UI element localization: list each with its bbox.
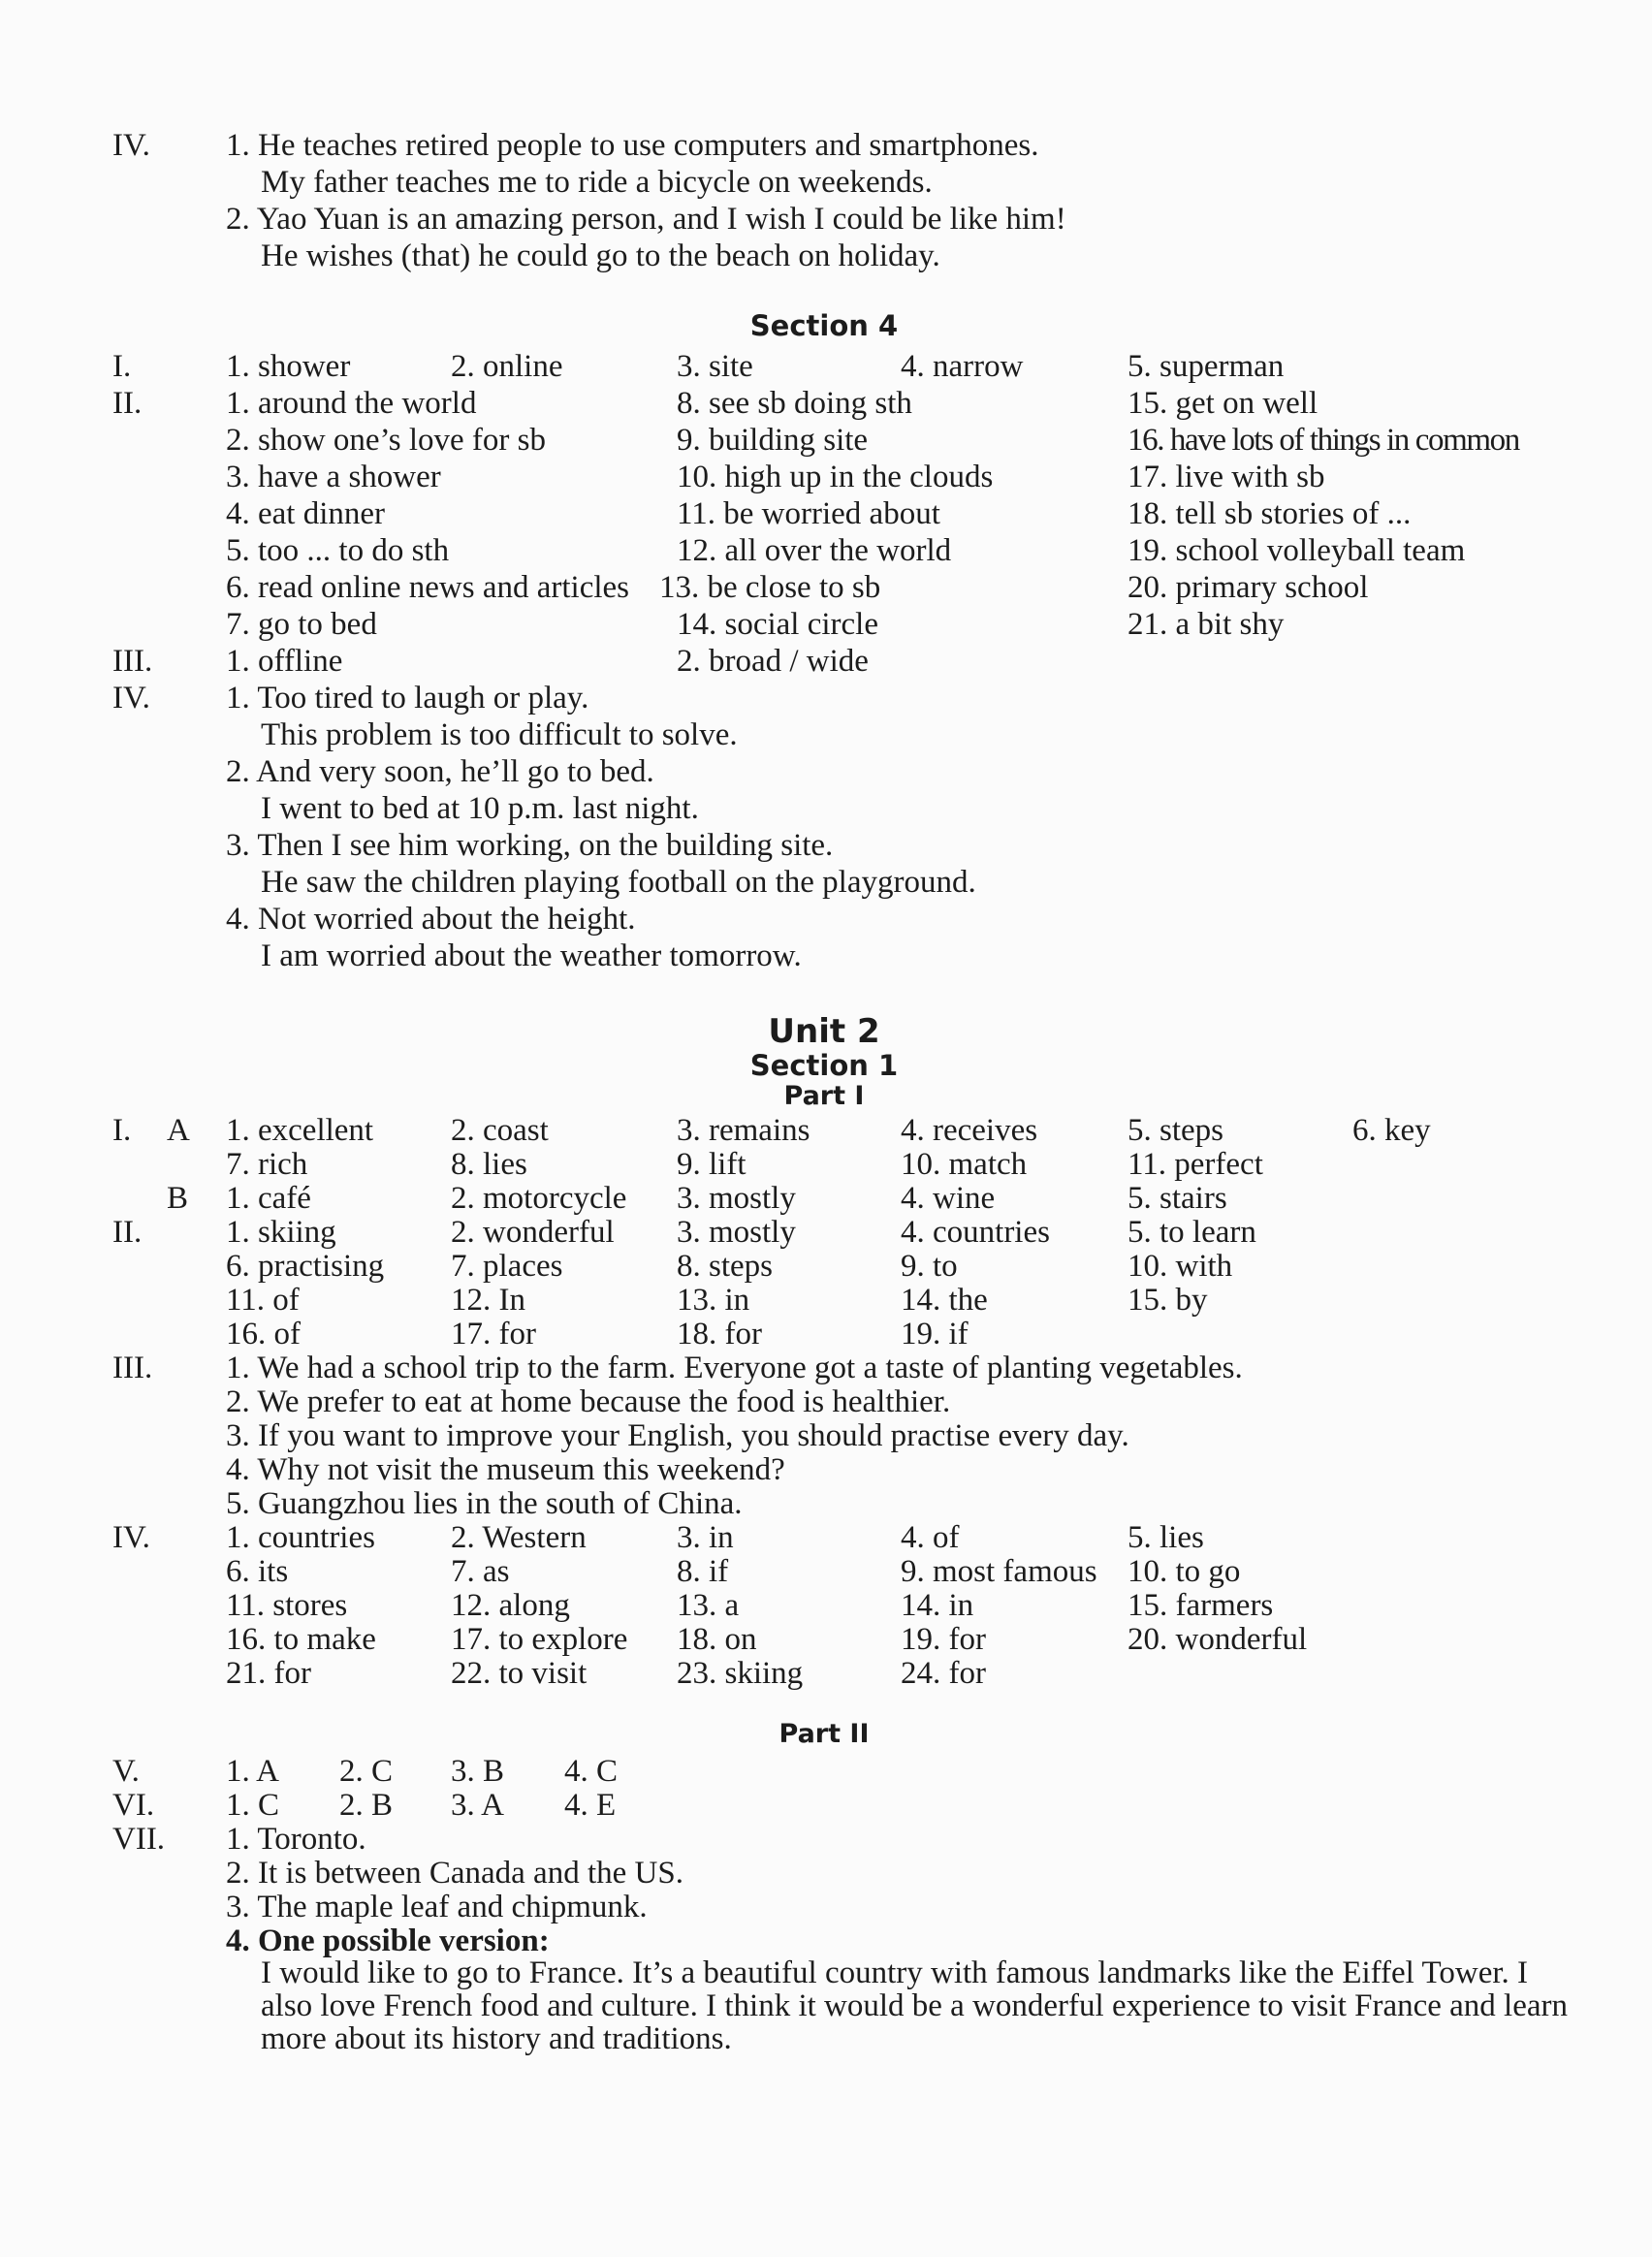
u2-iii-roman: III. [112,1351,153,1385]
u2-ii-answer: 14. the [901,1283,988,1318]
s4-ii-phrase: 17. live with sb [1128,460,1325,494]
u2-ii-answer: 17. for [451,1317,536,1351]
u2-i-answer: 5. steps [1128,1113,1223,1148]
u2-v-answer: 3. B [451,1754,505,1789]
s4-ii-phrase: 5. too ... to do sth [226,533,450,568]
u2-ii-answer: 9. to [901,1249,958,1284]
s4-ii-phrase: 11. be worried about [677,496,940,531]
s4-ii-phrase: 14. social circle [677,607,878,642]
u2-vii-item: 1. Toronto. [226,1822,366,1857]
u2-vi-answer: 2. B [339,1788,394,1823]
u2-iv-answer: 6. its [226,1554,289,1589]
u2-iv-answer: 5. lies [1128,1520,1204,1555]
s4-iv-item: 2. And very soon, he’ll go to bed. [226,754,654,789]
section-title: Section 1 [749,1049,899,1082]
u2-i-answer: 7. rich [226,1147,308,1182]
u2-iv-answer: 20. wonderful [1128,1622,1308,1657]
u2-vii-item: 3. The maple leaf and chipmunk. [226,1890,648,1924]
s4-i-roman: I. [112,349,132,384]
s4-iii-answer: 2. broad / wide [677,644,869,679]
s4-ii-phrase: 21. a bit shy [1128,607,1285,642]
u2-i-roman: I. [112,1113,132,1148]
s4-ii-phrase: 3. have a shower [226,460,441,494]
u2-iv-answer: 16. to make [226,1622,376,1657]
s3-iv-item: 1. He teaches retired people to use computers and smartphones. [226,128,1039,163]
u2-iv-answer: 12. along [451,1588,570,1623]
u2-iv-answer: 18. on [677,1622,757,1657]
u2-iv-answer: 11. stores [226,1588,348,1623]
u2-iii-item: 4. Why not visit the museum this weekend? [226,1452,785,1487]
u2-iv-answer: 13. a [677,1588,740,1623]
s4-i-answer: 5. superman [1128,349,1285,384]
u2-i-answer: 2. coast [451,1113,549,1148]
u2-i-answer: 1. café [226,1181,311,1216]
s4-ii-phrase: 9. building site [677,423,869,458]
u2-vii-roman: VII. [112,1822,166,1857]
s4-ii-phrase: 10. high up in the clouds [677,460,994,494]
s3-iv-roman: IV. [112,128,150,163]
u2-vi-answer: 4. E [564,1788,617,1823]
section4-title: Section 4 [749,309,899,342]
u2-i-answer: 8. lies [451,1147,527,1182]
u2-ii-answer: 6. practising [226,1249,385,1284]
u2-i-answer: 10. match [901,1147,1028,1182]
u2-ii-roman: II. [112,1215,143,1250]
u2-iv-answer: 22. to visit [451,1656,588,1691]
u2-ii-answer: 5. to learn [1128,1215,1256,1250]
u2-ii-answer: 19. if [901,1317,969,1351]
u2-v-answer: 4. C [564,1754,619,1789]
u2-iv-answer: 10. to go [1128,1554,1241,1589]
u2-iv-answer: 8. if [677,1554,729,1589]
u2-vi-answer: 3. A [451,1788,505,1823]
s3-iv-item: He wishes (that) he could go to the beach on holiday. [261,238,940,273]
u2-i-a-label: A [167,1113,190,1148]
u2-iv-answer: 24. for [901,1656,986,1691]
u2-i-answer: 11. perfect [1128,1147,1263,1182]
u2-i-answer: 9. lift [677,1147,747,1182]
u2-ii-answer: 13. in [677,1283,750,1318]
u2-iv-answer: 14. in [901,1588,974,1623]
u2-vii-item: 2. It is between Canada and the US. [226,1856,683,1891]
u2-iii-item: 1. We had a school trip to the farm. Everyone got a taste of planting vegetables. [226,1351,1243,1385]
u2-i-answer: 4. wine [901,1181,996,1216]
u2-ii-answer: 15. by [1128,1283,1208,1318]
u2-iv-answer: 1. countries [226,1520,375,1555]
s4-ii-phrase: 20. primary school [1128,570,1369,605]
s4-ii-phrase: 13. be close to sb [659,570,881,605]
s4-i-answer: 3. site [677,349,753,384]
s4-iv-item: I am worried about the weather tomorrow. [261,938,802,973]
s3-iv-item: My father teaches me to ride a bicycle on weekends. [261,165,933,200]
s4-iv-item: 3. Then I see him working, on the building site. [226,828,834,863]
u2-iv-answer: 19. for [901,1622,986,1657]
u2-ii-answer: 16. of [226,1317,301,1351]
u2-i-answer: 3. mostly [677,1181,796,1216]
s4-ii-phrase: 7. go to bed [226,607,377,642]
s4-iii-answer: 1. offline [226,644,343,679]
s4-iv-item: 4. Not worried about the height. [226,902,636,937]
u2-ii-answer: 4. countries [901,1215,1050,1250]
u2-v-answer: 1. A [226,1754,280,1789]
s4-ii-phrase: 6. read online news and articles [226,570,630,605]
u2-iii-item: 5. Guangzhou lies in the south of China. [226,1486,743,1521]
s4-ii-phrase: 8. see sb doing sth [677,386,912,421]
s4-ii-phrase: 12. all over the world [677,533,952,568]
u2-vi-roman: VI. [112,1788,155,1823]
u2-iv-answer: 21. for [226,1656,311,1691]
u2-vii-q4-answer: I would like to go to France. It’s a beautiful country with famous landmarks like the Eiffel Tower. I also love French food and culture. I think it would be a wonderful experience to visit France and learn more about its history and traditions. [261,1955,1568,2056]
u2-iv-roman: IV. [112,1520,150,1555]
s3-iv-item: 2. Yao Yuan is an amazing person, and I wish I could be like him! [226,202,1066,237]
u2-iv-answer: 9. most famous [901,1554,1097,1589]
s4-iv-item: 1. Too tired to laugh or play. [226,681,589,715]
u2-ii-answer: 10. with [1128,1249,1233,1284]
s4-ii-phrase: 1. around the world [226,386,477,421]
u2-iii-item: 2. We prefer to eat at home because the food is healthier. [226,1384,951,1419]
s4-ii-phrase: 18. tell sb stories of ... [1128,496,1412,531]
u2-iv-answer: 4. of [901,1520,960,1555]
u2-iv-answer: 2. Western [451,1520,587,1555]
s4-i-answer: 1. shower [226,349,351,384]
s4-ii-phrase: 2. show one’s love for sb [226,423,546,458]
u2-iii-item: 3. If you want to improve your English, you should practise every day. [226,1418,1129,1453]
s4-ii-phrase: 15. get on well [1128,386,1318,421]
u2-i-answer: 3. remains [677,1113,810,1148]
u2-i-answer: 4. receives [901,1113,1038,1148]
part-title: Part I [783,1081,865,1111]
u2-iv-answer: 15. farmers [1128,1588,1274,1623]
s4-iv-item: He saw the children playing football on the playground. [261,865,976,900]
unit-title: Unit 2 [768,1012,880,1051]
s4-iv-item: I went to bed at 10 p.m. last night. [261,791,699,826]
s4-iv-roman: IV. [112,681,150,715]
u2-iv-answer: 7. as [451,1554,510,1589]
u2-ii-answer: 12. In [451,1283,525,1318]
u2-i-answer: 5. stairs [1128,1181,1227,1216]
u2-i-b-label: B [167,1181,189,1216]
u2-ii-answer: 1. skiing [226,1215,336,1250]
s4-i-answer: 4. narrow [901,349,1024,384]
s4-ii-phrase: 16. have lots of things in common [1128,423,1519,458]
u2-ii-answer: 18. for [677,1317,762,1351]
u2-ii-answer: 11. of [226,1283,300,1318]
s4-ii-phrase: 19. school volleyball team [1128,533,1466,568]
u2-ii-answer: 2. wonderful [451,1215,615,1250]
u2-iv-answer: 23. skiing [677,1656,804,1691]
s4-ii-roman: II. [112,386,143,421]
u2-i-answer: 2. motorcycle [451,1181,627,1216]
u2-v-answer: 2. C [339,1754,394,1789]
s4-ii-phrase: 4. eat dinner [226,496,386,531]
s4-iv-item: This problem is too difficult to solve. [261,717,738,752]
u2-iv-answer: 3. in [677,1520,734,1555]
u2-vii-q4-label: 4. One possible version: [226,1923,550,1958]
s4-iii-roman: III. [112,644,153,679]
u2-v-roman: V. [112,1754,140,1789]
u2-i-answer: 1. excellent [226,1113,374,1148]
part-title: Part II [778,1719,870,1749]
u2-ii-answer: 3. mostly [677,1215,796,1250]
u2-vi-answer: 1. C [226,1788,280,1823]
u2-ii-answer: 7. places [451,1249,563,1284]
u2-ii-answer: 8. steps [677,1249,773,1284]
s4-i-answer: 2. online [451,349,563,384]
u2-i-answer: 6. key [1352,1113,1431,1148]
u2-iv-answer: 17. to explore [451,1622,628,1657]
